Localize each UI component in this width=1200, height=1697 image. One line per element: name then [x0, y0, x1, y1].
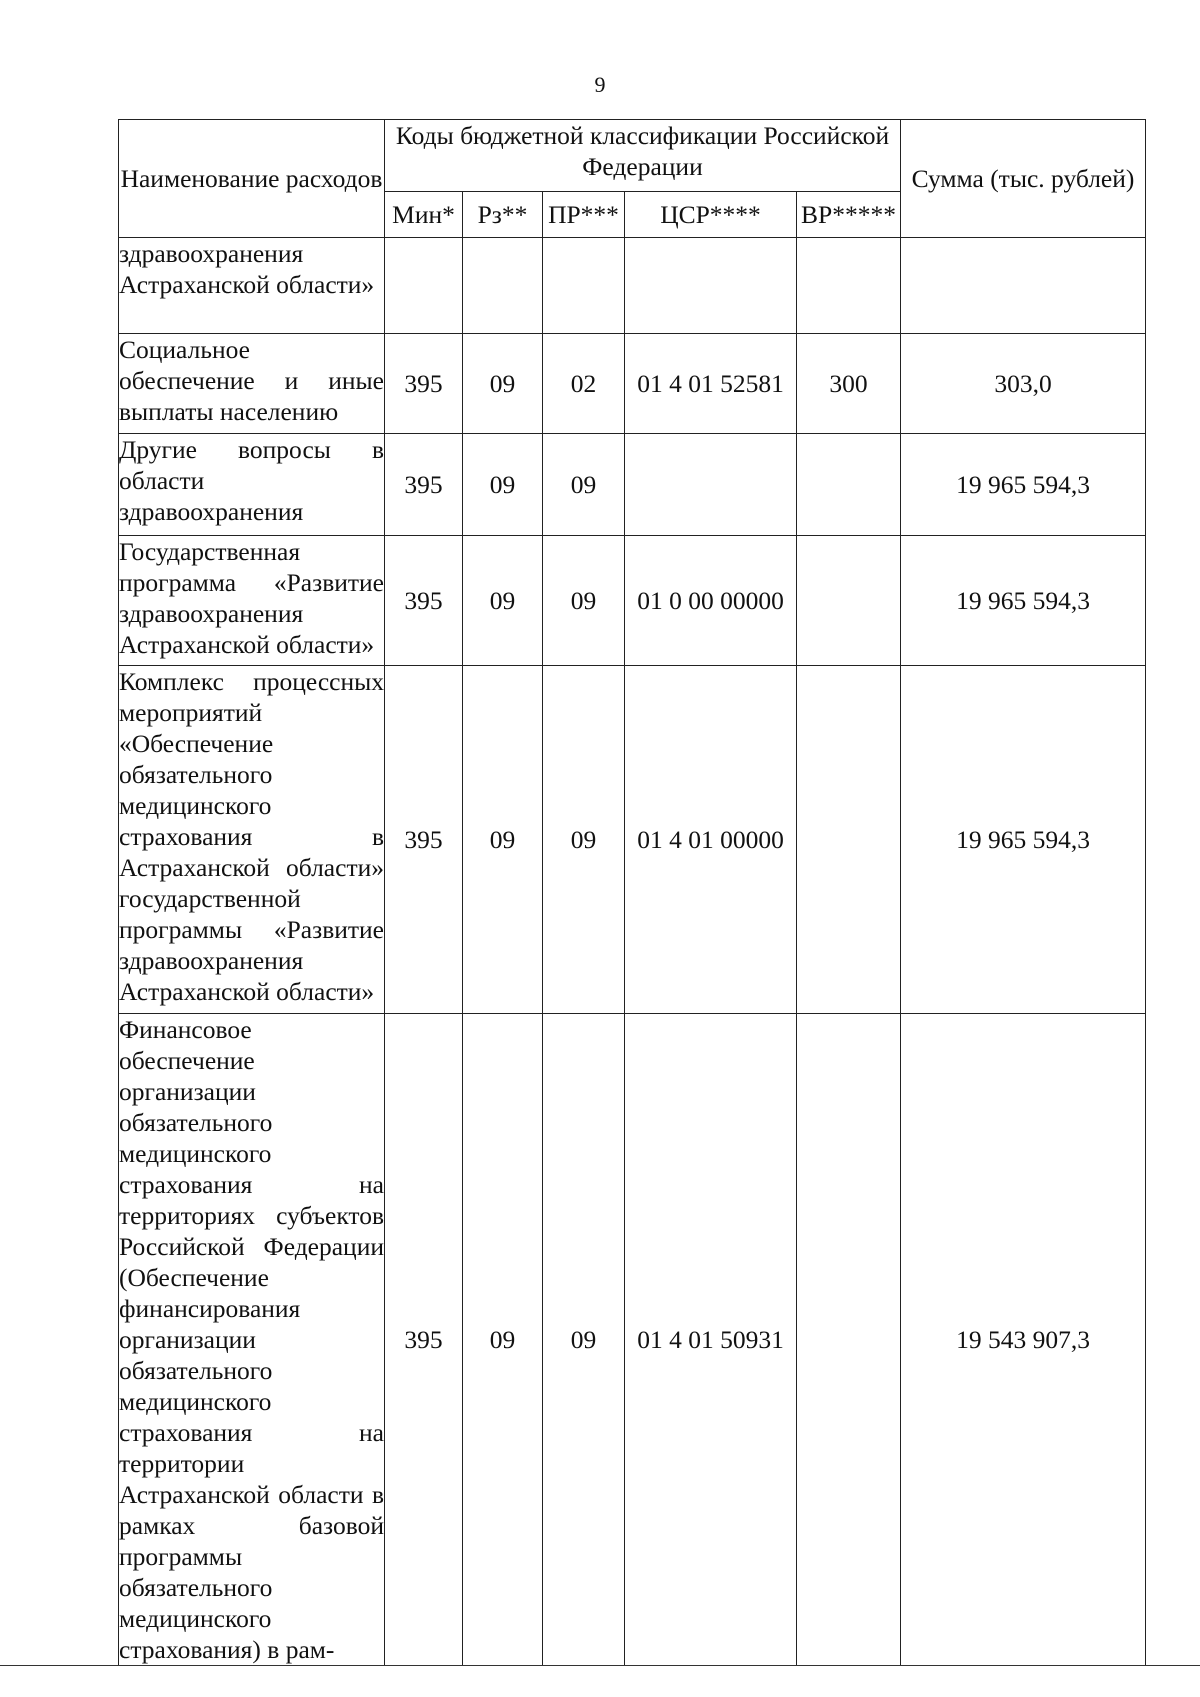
row-sum: 303,0 [901, 334, 1146, 434]
row-vr [797, 238, 901, 334]
row-pr: 09 [543, 1014, 625, 1666]
row-rz [463, 238, 543, 334]
row-min: 395 [385, 334, 463, 434]
row-vr [797, 536, 901, 666]
header-rz: Рз** [463, 192, 543, 238]
row-min: 395 [385, 1014, 463, 1666]
row-pr: 02 [543, 334, 625, 434]
table-row [119, 536, 1146, 666]
header-min: Мин* [385, 192, 463, 238]
row-min: 395 [385, 434, 463, 536]
row-rz: 09 [463, 434, 543, 536]
row-rz: 09 [463, 536, 543, 666]
row-pr: 09 [543, 536, 625, 666]
row-csr: 01 4 01 52581 [625, 334, 797, 434]
row-vr [797, 666, 901, 1014]
row-rz: 09 [463, 666, 543, 1014]
row-vr [797, 1014, 901, 1666]
row-name: Финансовое обеспечение организации обязательного медицинского страхования на территориях субъектов Российской Федерации (Обеспечение финансирования организации обязательного медицинского страхования на территории Астраханской области в рамках базовой программы обязательного медицинского страхования) в рам- [119, 1015, 384, 1664]
table-row [119, 666, 1146, 1014]
row-pr [543, 238, 625, 334]
header-name: Наименование расходов [119, 120, 385, 238]
row-sum: 19 965 594,3 [901, 434, 1146, 536]
row-csr: 01 0 00 00000 [625, 536, 797, 666]
row-pr: 09 [543, 666, 625, 1014]
header-sum: Сумма (тыс. рублей) [901, 120, 1146, 238]
header-codes: Коды бюджетной классификации Российской Федерации [385, 120, 901, 192]
table-row [119, 434, 1146, 536]
row-name: Комплекс процессных мероприятий «Обеспечение обязательного медицинского страхования в Астраханской области» государственной программы «Развитие здравоохранения Астраханской области» [119, 666, 385, 1014]
table-row [119, 1014, 1146, 1666]
row-csr [625, 434, 797, 536]
row-sum: 19 543 907,3 [901, 1014, 1146, 1666]
table-row [119, 334, 1146, 434]
row-vr [797, 434, 901, 536]
row-name: здравоохранения Астраханской области» [119, 238, 385, 334]
row-name: Социальное обеспечение и иные выплаты населению [119, 334, 385, 434]
table-row [119, 238, 1146, 334]
row-csr: 01 4 01 50931 [625, 1014, 797, 1666]
row-rz: 09 [463, 1014, 543, 1666]
row-pr: 09 [543, 434, 625, 536]
row-csr: 01 4 01 00000 [625, 666, 797, 1014]
budget-table [118, 119, 1146, 1666]
row-sum [901, 238, 1146, 334]
row-sum: 19 965 594,3 [901, 536, 1146, 666]
bottom-rule [0, 1665, 1200, 1666]
row-name: Другие вопросы в области здравоохранения [119, 434, 385, 536]
row-vr: 300 [797, 334, 901, 434]
row-csr [625, 238, 797, 334]
row-min: 395 [385, 666, 463, 1014]
row-rz: 09 [463, 334, 543, 434]
header-vr: ВР***** [797, 192, 901, 238]
header-pr: ПР*** [543, 192, 625, 238]
row-name: Государственная программа «Развитие здравоохранения Астраханской области» [119, 536, 385, 666]
page-number: 9 [594, 72, 606, 97]
row-min [385, 238, 463, 334]
row-sum: 19 965 594,3 [901, 666, 1146, 1014]
row-min: 395 [385, 536, 463, 666]
header-csr: ЦСР**** [625, 192, 797, 238]
